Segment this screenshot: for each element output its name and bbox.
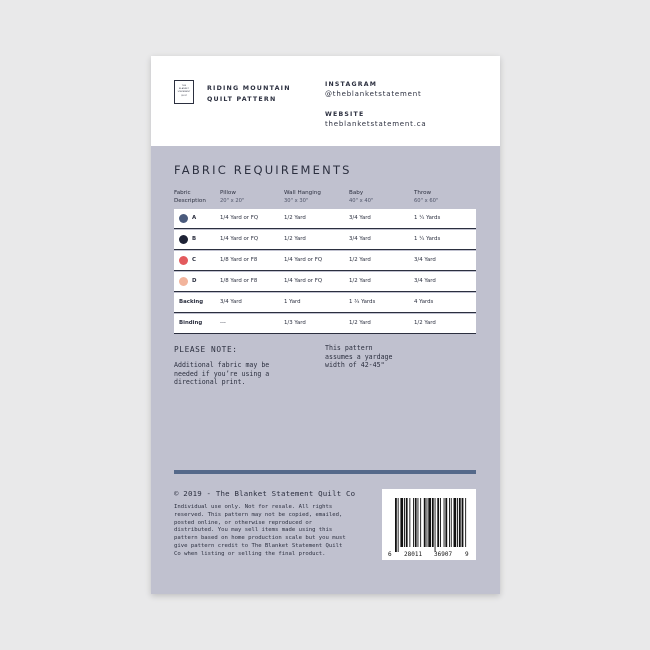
logo-line: QUILT [180,95,188,97]
table-cell: 1/2 Yard [284,215,306,221]
column-sub: 20" x 20" [220,198,245,204]
website-label: WEBSITE [325,111,365,118]
table-cell: 3/4 Yard [414,278,436,284]
header-panel [151,56,500,146]
copyright-text: © 2019 - The Blanket Statement Quilt Co [174,489,356,498]
logo-line: BLANKET [179,88,189,90]
barcode-bar [413,498,414,547]
column-name: Baby [349,190,364,196]
table-row-d [174,272,476,292]
column-header-fabric [174,189,206,205]
column-name: Throw [414,190,432,196]
column-header-baby [349,189,373,205]
table-cell: 3/4 Yard [349,215,371,221]
note-line: This pattern [325,344,373,352]
column-header-pillow [220,189,244,205]
column-header-wall-hanging [284,189,321,205]
website-url: theblanketstatement.ca [325,120,427,128]
barcode-bar [462,498,464,547]
column-name: Fabric [174,190,191,196]
table-cell: 1/3 Yard [284,320,306,326]
barcode-digit: 6 [388,551,392,558]
column-sub: 30" x 30" [284,198,309,204]
row-label: D [192,278,197,284]
logo-line: STATEMENT [177,91,191,93]
swatch-dot-a [179,214,188,223]
table-row-binding [174,314,476,334]
table-cell: 4 Yards [414,299,434,305]
row-label: C [192,257,196,263]
legal-line: give pattern credit to The Blanket Statement Quilt [174,542,343,549]
row-label: A [192,215,197,221]
note-line: Additional fabric may be [174,361,270,369]
table-cell: 1 Yard [284,299,301,305]
column-sub: Description [174,198,206,204]
table-cell: 1/2 Yard [284,236,306,242]
table-cell: --- [220,320,226,326]
legal-line: reserved. This pattern may not be copied, emailed, [174,511,343,518]
barcode-bar [427,498,428,547]
barcode-bar [435,498,436,552]
barcode-bar [457,498,458,547]
barcode-digit: 36907 [434,551,453,558]
barcode-bar [415,498,417,547]
barcode-bar [445,498,447,547]
barcode-bar [395,498,397,552]
divider-bar [174,470,476,474]
barcode-bar [440,498,441,547]
barcode-bar [444,498,445,547]
table-cell: 1/4 Yard or FQ [220,236,259,242]
column-sub: 40" x 40" [349,198,374,204]
table-cell: 1 ¼ Yards [414,236,441,242]
barcode-bar [428,498,431,547]
note-line: width of 42-45" [325,361,385,370]
note-right-text [325,344,393,370]
barcode-bar [454,498,457,547]
legal-line: distributed. You may sell items made using this [174,527,333,534]
barcode-bar [418,498,419,547]
table-cell: 1 ¾ Yards [349,299,376,305]
brand-logo [174,80,194,104]
column-name: Wall Hanging [284,190,321,196]
pattern-title-line2: QUILT PATTERN [207,96,277,103]
please-note-heading: PLEASE NOTE: [174,345,238,354]
instagram-block [325,80,422,99]
barcode-bar [449,498,450,547]
column-header-throw [414,189,438,205]
barcode-bar [437,498,439,547]
table-row-backing [174,293,476,313]
barcode-bar [432,498,434,547]
barcode-bar [465,498,466,547]
note-line: assumes a yardage [325,352,393,361]
table-cell: 1/4 Yard or FQ [284,257,323,263]
pattern-back-cover [151,56,500,594]
note-left-text [174,361,269,387]
swatch-dot-c [179,256,188,265]
instagram-label: INSTAGRAM [325,81,378,88]
legal-line: Co when listing or selling the final product. [174,550,326,557]
table-cell: 1/2 Yard [414,320,436,326]
table-cell: 1/4 Yard or FQ [220,215,259,221]
barcode-bar [420,498,421,547]
barcode-bar [406,498,408,547]
table-cell: 3/4 Yard [414,257,436,263]
table-cell: 3/4 Yard [349,236,371,242]
instagram-handle: @theblanketstatement [325,90,422,98]
barcode-digit: 28011 [404,551,423,558]
barcode-bar [400,498,403,547]
note-line: needed if you’re using a [174,369,270,378]
table-cell: 1/8 Yard or F8 [220,278,258,284]
table-cell: 1/2 Yard [349,257,371,263]
table-row-b [174,230,476,250]
pattern-title-line1: RIDING MOUNTAIN [207,85,291,92]
table-cell: 1/4 Yard or FQ [284,278,323,284]
logo-line: THE [181,85,187,87]
legal-line: pattern based on home production scale but you must [174,535,346,542]
row-label: Backing [179,299,204,305]
barcode-bar [398,498,399,552]
website-block [325,110,426,129]
barcode-bar [459,498,461,547]
legal-text [174,504,384,559]
column-name: Pillow [220,190,236,196]
barcode-bar [409,498,410,547]
column-sub: 60" x 60" [414,198,439,204]
table-cell: 1/2 Yard [349,320,371,326]
barcode [382,489,476,560]
table-cell: 3/4 Yard [220,299,242,305]
barcode-digit: 9 [465,551,469,558]
fabric-table [174,209,476,334]
row-label: B [192,236,197,242]
table-cell: 1/2 Yard [349,278,371,284]
barcode-bar [404,498,405,547]
pattern-title [207,83,291,105]
barcode-bar [451,498,452,547]
table-cell: 1/8 Yard or F8 [220,257,258,263]
fabric-requirements-title: FABRIC REQUIREMENTS [174,163,352,177]
table-cell: 1 ¼ Yards [414,215,441,221]
barcode-graphic [382,489,476,560]
note-line: directional print. [174,378,246,387]
table-row-a [174,209,476,229]
row-label: Binding [179,320,203,326]
swatch-dot-b [179,235,188,244]
barcode-bar [424,498,426,547]
swatch-dot-d [179,277,188,286]
legal-line: Individual use only. Not for resale. All rights [174,504,333,510]
legal-line: posted online, or otherwise reproduced or [174,519,313,526]
table-row-c [174,251,476,271]
